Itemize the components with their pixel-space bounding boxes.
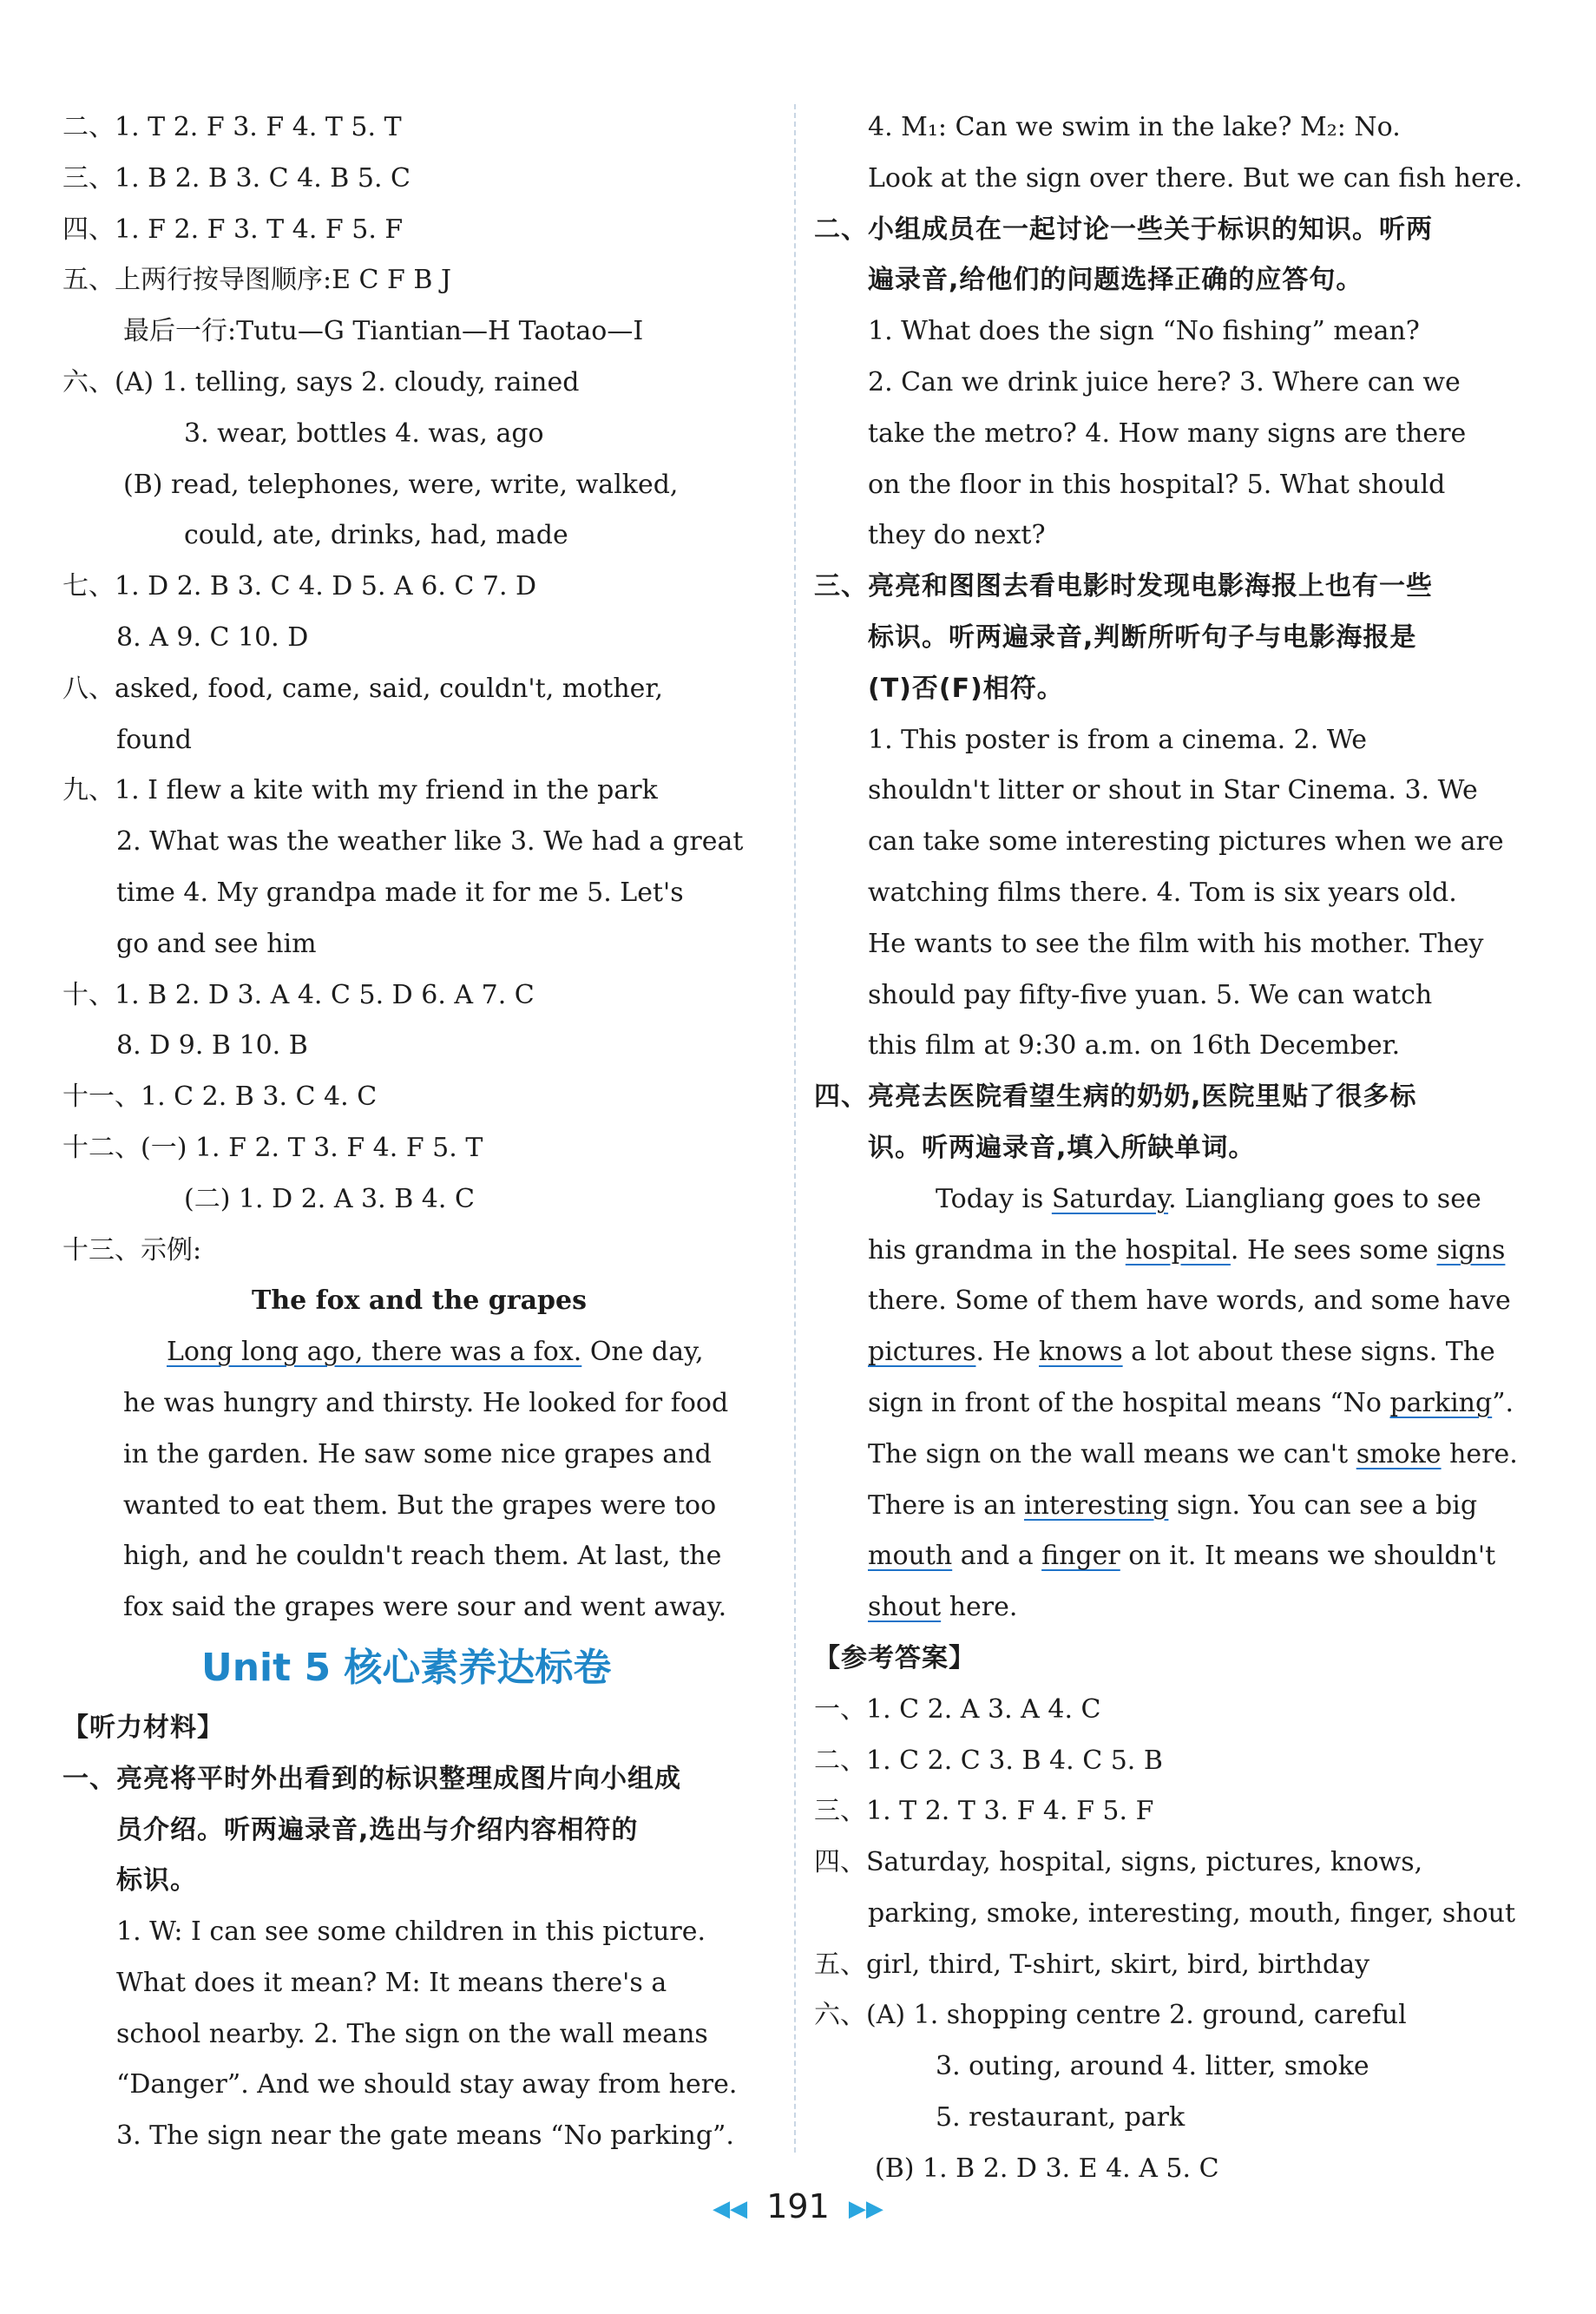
unit-title: Unit 5 核心素养达标卷 [201,1645,612,1690]
text-line: 二、1. C 2. C 3. B 4. C 5. B [814,1745,1163,1776]
text-line: watching films there. 4. Tom is six years old. [868,877,1457,908]
text-line: 1. This poster is from a cinema. 2. We [868,724,1367,755]
text-line: in the garden. He saw some nice grapes and [123,1438,712,1469]
text-line: take the metro? 4. How many signs are there [868,417,1467,449]
text-line: 九、1. I flew a kite with my friend in the park [62,775,658,806]
text-line: they do next? [868,520,1046,551]
text-line: 遍录音,给他们的问题选择正确的应答句。 [868,265,1363,296]
text-line: 十一、1. C 2. B 3. C 4. C [62,1081,378,1113]
text-line: (T)否(F)相符。 [868,673,1064,704]
text-line: wanted to eat them. But the grapes were too [123,1489,717,1521]
text-line: 五、上两行按导图顺序:E C F B J [62,265,451,296]
text-line: 三、亮亮和图图去看电影时发现电影海报上也有一些 [814,571,1433,602]
text-line: this film at 9:30 a.m. on 16th December. [868,1030,1401,1062]
text-line: (二) 1. D 2. A 3. B 4. C [184,1183,475,1214]
text-line: 四、亮亮去医院看望生病的奶奶,医院里贴了很多标 [814,1081,1417,1113]
text-line: 二、1. T 2. F 3. F 4. T 5. T [62,112,402,142]
text-line: mouth and a finger on it. It means we shouldn't [868,1541,1496,1572]
text-line: The fox and the grapes [252,1285,587,1317]
text-line: 最后一行:Tutu—G Tiantian—H Taotao—I [123,316,644,347]
column-divider [794,104,796,2153]
next-page-arrows-icon: ▶▶ [848,2195,883,2222]
text-line: can take some interesting pictures when we are [868,826,1504,858]
text-line: (B) 1. B 2. D 3. E 4. A 5. C [875,2153,1219,2184]
text-line: (B) read, telephones, were, write, walked, [123,469,679,500]
prev-page-arrows-icon: ◀◀ [713,2195,748,2222]
text-line: 【听力材料】 [62,1712,224,1743]
text-line: shout here. [868,1592,1018,1623]
text-line: 十、1. B 2. D 3. A 4. C 5. D 6. A 7. C [62,979,535,1010]
text-line: found [116,724,193,755]
text-line: What does it mean? M: It means there's a [116,1967,667,1998]
text-line: 六、(A) 1. shopping centre 2. ground, careful [814,2000,1407,2031]
text-line: 4. M₁: Can we swim in the lake? M₂: No. [868,112,1401,142]
text-line: He wants to see the film with his mother. They [868,928,1484,959]
text-line: Look at the sign over there. But we can fish here. [868,162,1523,194]
text-line: fox said the grapes were sour and went away. [123,1592,727,1623]
text-line: Today is Saturday. Liangliang goes to see [936,1183,1481,1214]
text-line: high, and he couldn't reach them. At last, the [123,1541,722,1572]
text-line: should pay fifty-five yuan. 5. We can watch [868,979,1433,1010]
text-line: The sign on the wall means we can't smoke here. [868,1438,1518,1469]
text-line: 标识。 [116,1865,197,1897]
text-line: 1. W: I can see some children in this picture. [116,1916,706,1948]
text-line: he was hungry and thirsty. He looked for food [123,1387,729,1418]
text-line: 一、亮亮将平时外出看到的标识整理成图片向小组成 [62,1763,681,1794]
text-line: 一、1. C 2. A 3. A 4. C [814,1693,1101,1725]
left-column [62,102,776,2162]
text-line: pictures. He knows a lot about these signs. The [868,1337,1495,1368]
text-line: 二、小组成员在一起讨论一些关于标识的知识。听两 [814,214,1433,245]
text-line: 3. The sign near the gate means “No parking”. [116,2120,734,2152]
text-line: school nearby. 2. The sign on the wall means [116,2018,708,2049]
text-line: 2. What was the weather like 3. We had a great [116,826,744,858]
text-line: 1. What does the sign “No fishing” mean? [868,316,1420,347]
text-line: 七、1. D 2. B 3. C 4. D 5. A 6. C 7. D [62,571,537,602]
text-line: 3. wear, bottles 4. was, ago [184,417,544,449]
text-line: there. Some of them have words, and some have [868,1285,1511,1317]
text-line: go and see him [116,928,317,959]
text-line: “Danger”. And we should stay away from here. [116,2069,738,2100]
text-line: 三、1. T 2. T 3. F 4. F 5. F [814,1796,1154,1827]
text-line: could, ate, drinks, had, made [184,520,568,551]
text-line: 标识。听两遍录音,判断所听句子与电影海报是 [868,621,1417,653]
text-line: 3. outing, around 4. litter, smoke [936,2051,1369,2082]
text-line: 五、girl, third, T-shirt, skirt, bird, birthday [814,1949,1370,1980]
text-line: 【参考答案】 [814,1642,975,1673]
page-footer [0,2187,1596,2225]
text-line: his grandma in the hospital. He sees some signs [868,1234,1506,1265]
text-line: time 4. My grandpa made it for me 5. Let's [116,877,684,908]
text-line: 5. restaurant, park [936,2102,1186,2133]
text-line: 三、1. B 2. B 3. C 4. B 5. C [62,162,410,194]
text-line: 识。听两遍录音,填入所缺单词。 [868,1132,1256,1163]
text-line: on the floor in this hospital? 5. What should [868,469,1446,500]
text-line: shouldn't litter or shout in Star Cinema. 3. We [868,775,1478,806]
text-line: 2. Can we drink juice here? 3. Where can we [868,366,1461,398]
text-line: 员介绍。听两遍录音,选出与介绍内容相符的 [116,1814,639,1845]
page-number: 191 [766,2187,830,2225]
text-line: sign in front of the hospital means “No parking”. [868,1387,1514,1418]
text-line: 十三、示例: [62,1234,202,1265]
text-line: 六、(A) 1. telling, says 2. cloudy, rained [62,366,580,398]
text-line: 8. A 9. C 10. D [116,621,309,653]
text-line: Long long ago, there was a fox. One day, [167,1337,704,1368]
text-line: There is an interesting sign. You can see a big [868,1489,1478,1521]
text-line: 8. D 9. B 10. B [116,1030,308,1062]
text-line: 四、1. F 2. F 3. T 4. F 5. F [62,214,404,245]
text-line: 四、Saturday, hospital, signs, pictures, knows, [814,1847,1423,1878]
text-line: 八、asked, food, came, said, couldn't, mother, [62,673,664,704]
right-column [814,102,1526,2195]
text-line: 十二、(一) 1. F 2. T 3. F 4. F 5. T [62,1132,483,1163]
text-line: parking, smoke, interesting, mouth, finger, shout [868,1897,1516,1929]
